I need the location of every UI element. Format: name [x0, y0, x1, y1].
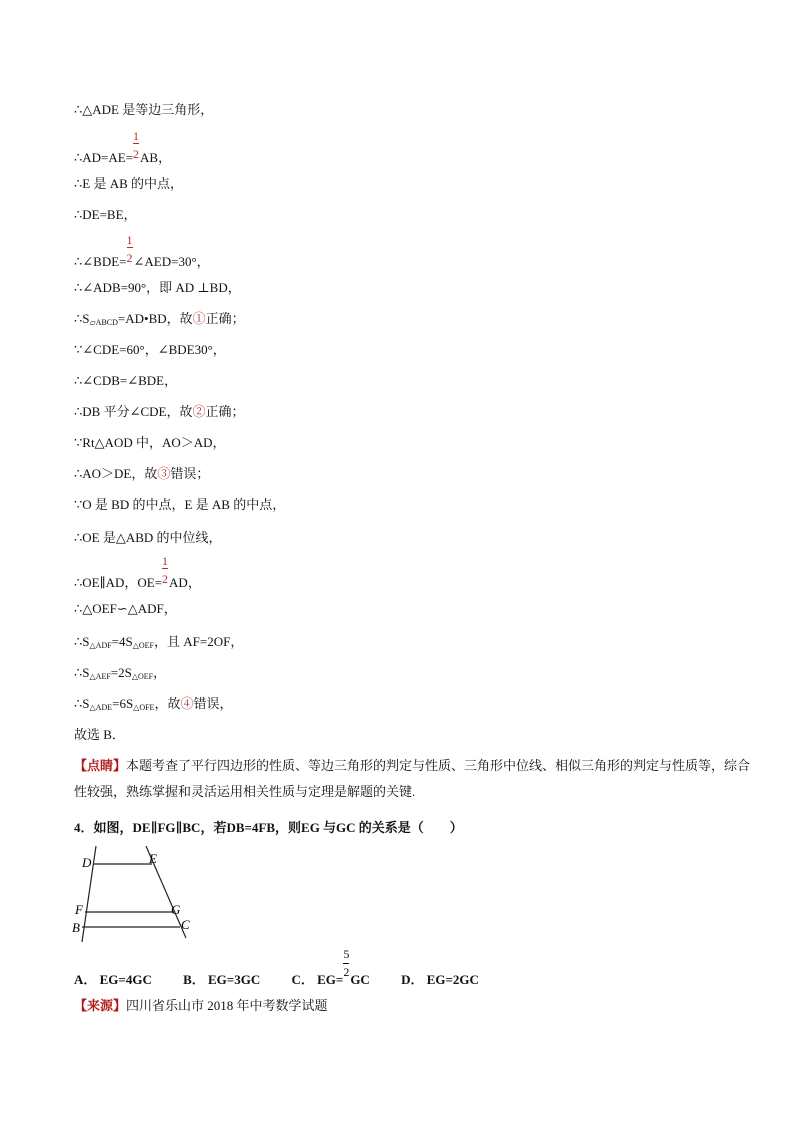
solution-line-15: ∴OE∥AD，OE= $\frac{1}{2}$ AD， — [74, 554, 201, 590]
label-C: C — [181, 917, 190, 932]
solution-line-14: ∴OE 是△ABD 的中位线， — [74, 530, 222, 545]
fraction-five-halves: $\frac{5}{2}$ — [343, 947, 350, 979]
question-4: 4．如图，DE∥FG∥BC，若DB=4FB，则EG 与GC 的关系是（ ） — [74, 820, 463, 835]
solution-line-1: ∴△ADE 是等边三角形， — [74, 102, 214, 117]
solution-line-9: ∴∠CDB=∠BDE， — [74, 373, 178, 388]
label-G: G — [171, 902, 181, 917]
label-F: F — [75, 902, 83, 917]
label-D: D — [82, 855, 92, 870]
solution-line-3: ∴E 是 AB 的中点， — [74, 176, 184, 191]
dianjing-text: 本题考查了平行四边形的性质、等边三角形的判定与性质、三角形中位线、相似三角形的判定与性质等，综合性较强，熟练掌握和灵活运用相关性质与定理是解题的关键. — [74, 758, 751, 799]
option-b[interactable]: B． EG=3GC — [183, 972, 261, 987]
option-a[interactable]: A． EG=4GC — [74, 972, 152, 987]
solution-line-7: $\therefore S_{▱ABCD}=AD•BD$，故①正确； — [74, 311, 245, 327]
solution-line-16: ∴△OEF∽△ADF， — [74, 601, 177, 616]
solution-line-13: ∵O 是 BD 的中点，E 是 AB 的中点， — [74, 497, 286, 512]
solution-line-19: $\therefore S_{\triangle ADE}=6S_{\triangle OFE}$，故④错误， — [74, 696, 233, 712]
solution-line-4: ∴DE=BE， — [74, 207, 137, 222]
source-tag: 【来源】 — [74, 998, 127, 1013]
solution-line-6: ∴∠ADB=90°，即 AD ⊥BD， — [74, 280, 241, 295]
solution-line-17: $\therefore S_{\triangle ADF}=4S_{\triangle OEF}$，且 AF=2OF， — [74, 634, 244, 650]
answer-options — [74, 947, 507, 988]
dianjing-paragraph — [74, 753, 754, 805]
fraction-half: $\frac{1}{2}$ — [162, 554, 169, 586]
source-line — [74, 997, 328, 1015]
solution-line-2: ∴AD=AE= $\frac{1}{2}$ AB， — [74, 129, 172, 165]
solution-line-8: ∵∠CDE=60°，∠BDE30°， — [74, 342, 226, 357]
option-c[interactable]: C． EG= $\frac{5}{2}$ GC — [291, 947, 370, 987]
fraction-half: $\frac{1}{2}$ — [133, 129, 140, 161]
fraction-half: $\frac{1}{2}$ — [126, 233, 133, 265]
source-text: 四川省乐山市 2018 年中考数学试题 — [126, 998, 328, 1013]
label-B: B — [72, 920, 80, 935]
solution-line-5: ∴∠BDE= $\frac{1}{2}$ ∠AED=30°， — [74, 233, 210, 269]
solution-line-11: ∵Rt△AOD 中，AO＞AD， — [74, 435, 226, 450]
solution-line-10: ∴DB 平分∠CDE，故②正确； — [74, 404, 245, 419]
solution-line-18: $\therefore S_{\triangle AEF}=2S_{\triangle OEF}$， — [74, 665, 167, 681]
option-d[interactable]: D． EG=2GC — [401, 972, 479, 987]
label-E: E — [149, 851, 157, 866]
solution-line-20: 故选 B． — [74, 727, 125, 742]
trapezoid-figure — [66, 846, 206, 946]
dianjing-tag: 【点睛】 — [74, 758, 127, 773]
solution-line-12: ∴AO＞DE，故③错误； — [74, 466, 210, 481]
